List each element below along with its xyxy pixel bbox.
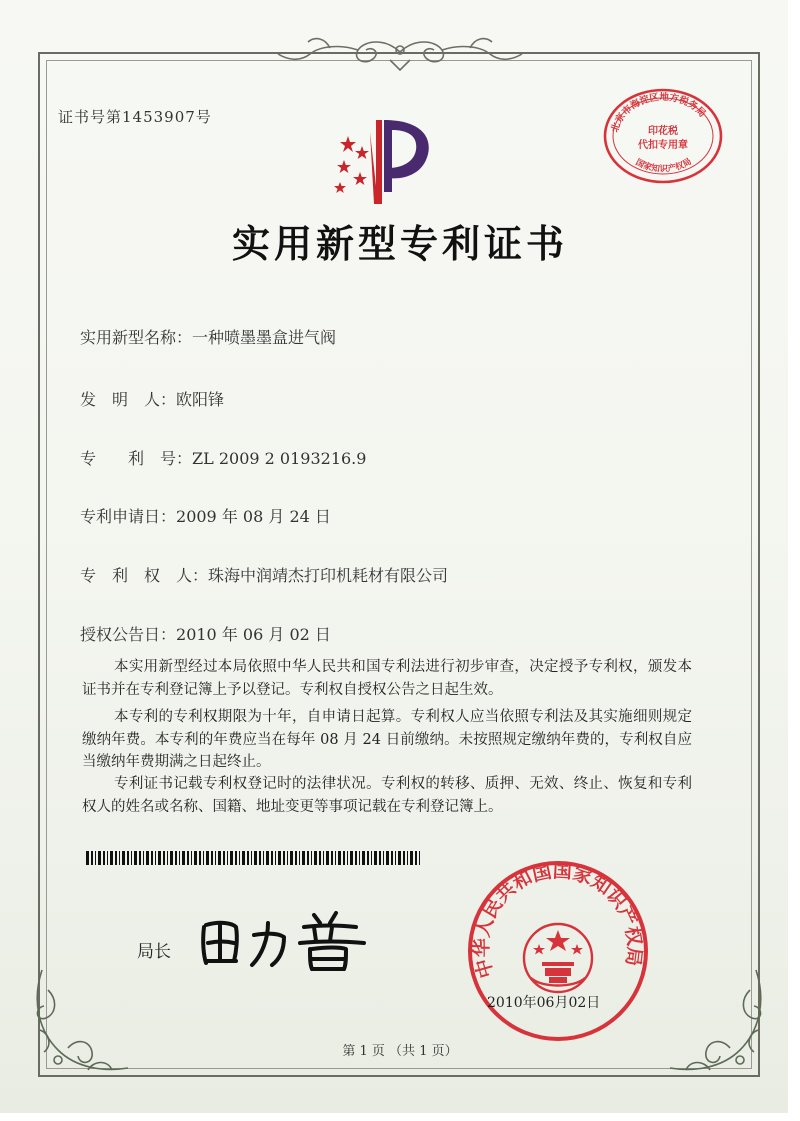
barcode-bar [242, 851, 245, 865]
tax-seal [601, 86, 725, 190]
barcode-bar [335, 851, 336, 865]
barcode-bar [415, 851, 417, 865]
barcode-bar [379, 851, 381, 865]
barcode-bar [295, 851, 297, 865]
sipo-seal [465, 858, 651, 1048]
barcode-bar [175, 851, 177, 865]
barcode-bar [275, 851, 276, 865]
barcode-bar [86, 851, 89, 865]
barcode-bar [179, 851, 180, 865]
barcode-bar [182, 851, 185, 865]
barcode-bar [115, 851, 117, 865]
patentee-label: 专 利 权 人： [80, 566, 209, 585]
grant-date-label: 授权公告日： [80, 625, 177, 644]
barcode-bar [299, 851, 300, 865]
page-indicator: 第 1 页 （共 1 页） [342, 1044, 458, 1059]
inventor-row [80, 387, 224, 410]
bottom-right-ornament [660, 960, 770, 1090]
barcode-bar [407, 851, 408, 865]
barcode-bar [391, 851, 393, 865]
barcode-bar [227, 851, 228, 865]
body-paragraph-1: 本实用新型经过本局依照中华人民共和国专利法进行初步审查，决定授予专利权，颁发本证书并在专利登记簿上予以登记。专利权自授权公告之日起生效。 [82, 659, 692, 698]
barcode-bar [211, 851, 213, 865]
barcode-bar [155, 851, 156, 865]
grant-date-row [80, 622, 331, 645]
barcode-bar [91, 851, 93, 865]
barcode-bar [278, 851, 281, 865]
barcode-bar [158, 851, 161, 865]
sipo-seal-text: 中华人民共和国国家知识产权局 [470, 860, 646, 981]
certificate-number: 证书号第1453907号 [58, 108, 212, 126]
seal-date: 2010年06月02日 [487, 995, 601, 1011]
barcode-bar [215, 851, 216, 865]
barcode-bar [259, 851, 261, 865]
barcode-bar [235, 851, 237, 865]
barcode-bar [167, 851, 168, 865]
body-paragraph-2: 本专利的专利权期限为十年，自申请日起算。专利权人应当依照专利法及其实施细则规定缴纳年费。本专利的年费应当在每年 08 月 24 日前缴纳。未按照规定缴纳年费的，专利权自应当缴纳年费期满之日起终止。 [82, 709, 692, 770]
barcode-bar [403, 851, 405, 865]
barcode-bar [271, 851, 273, 865]
barcode-bar [146, 851, 149, 865]
barcode-bar [314, 851, 317, 865]
barcode-bar [194, 851, 197, 865]
director-label: 局长 [137, 942, 171, 962]
patent-number-value: ZL 2009 2 0193216.9 [192, 449, 367, 468]
barcode-bar [199, 851, 201, 865]
certificate-title: 实用新型专利证书 [231, 221, 568, 266]
utility-name-row [80, 325, 336, 348]
barcode-bar [239, 851, 240, 865]
filing-date-label: 专利申请日： [80, 507, 177, 526]
barcode-bar [283, 851, 285, 865]
bottom-left-ornament [28, 960, 138, 1090]
tax-seal-center-line1: 印花税 [648, 126, 678, 137]
body-paragraph-3: 专利证书记载专利权登记时的法律状况。专利权的转移、质押、无效、终止、恢复和专利权人的姓名或名称、国籍、地址变更等事项记载在专利登记簿上。 [82, 776, 692, 815]
barcode-bar [347, 851, 348, 865]
barcode-bar [302, 851, 305, 865]
tax-seal-bottom-text: 国家知识产权局 [633, 156, 694, 175]
barcode-bar [127, 851, 129, 865]
barcode-bar [163, 851, 165, 865]
barcode-bar [251, 851, 252, 865]
barcode-bar [134, 851, 137, 865]
barcode-bar [323, 851, 324, 865]
barcode-bar [307, 851, 309, 865]
barcode-bar [263, 851, 264, 865]
barcode-bar [359, 851, 360, 865]
barcode-bar [290, 851, 293, 865]
grant-date-value: 2010 年 06 月 02 日 [176, 625, 331, 644]
scan-edge-bottom [0, 1113, 800, 1121]
barcode-bar [247, 851, 249, 865]
barcode-bar [338, 851, 341, 865]
barcode-bar [319, 851, 321, 865]
barcode-bar [386, 851, 389, 865]
barcode-bar [362, 851, 365, 865]
svg-text:国家知识产权局 [634, 157, 694, 175]
barcode-bar [326, 851, 329, 865]
utility-name-label: 实用新型名称： [80, 328, 193, 347]
barcode-bar [410, 851, 413, 865]
barcode-bar [103, 851, 105, 865]
barcode-bar [371, 851, 372, 865]
barcode-bar [139, 851, 141, 865]
filing-date-value: 2009 年 08 月 24 日 [176, 507, 331, 526]
inventor-label: 发 明 人： [80, 390, 177, 409]
barcode-bar [287, 851, 288, 865]
filing-date-row [80, 504, 331, 527]
barcode-bar [122, 851, 125, 865]
barcode-bar [206, 851, 209, 865]
barcode-bar [191, 851, 192, 865]
barcode-bar [374, 851, 377, 865]
patent-number-label: 专 利 号： [80, 449, 193, 468]
barcode-bar [131, 851, 132, 865]
barcode-bar [367, 851, 369, 865]
barcode-bar [170, 851, 173, 865]
barcode-bar [203, 851, 204, 865]
tax-seal-ring-text: 北京市海淀区地方税务局 [609, 91, 708, 134]
patent-office-emblem [326, 112, 446, 212]
barcode-bar [95, 851, 96, 865]
barcode [86, 850, 422, 864]
patent-number-row [80, 446, 366, 469]
scan-edge-right [788, 0, 800, 1121]
barcode-bar [223, 851, 225, 865]
barcode-bar [110, 851, 113, 865]
barcode-bar [143, 851, 144, 865]
barcode-bar [187, 851, 189, 865]
tax-seal-center-line2: 代扣专用章 [638, 140, 688, 151]
barcode-bar [398, 851, 401, 865]
barcode-bar [230, 851, 233, 865]
patentee-row [80, 563, 448, 586]
director-signature [196, 905, 376, 979]
barcode-bar [266, 851, 269, 865]
barcode-bar [119, 851, 120, 865]
barcode-bar [395, 851, 396, 865]
patentee-value: 珠海中润靖杰打印机耗材有限公司 [208, 566, 449, 585]
inventor-value: 欧阳锋 [176, 390, 225, 409]
barcode-bar [107, 851, 108, 865]
barcode-bar [331, 851, 333, 865]
utility-name-value: 一种喷墨墨盒进气阀 [192, 328, 337, 347]
barcode-bar [419, 851, 420, 865]
barcode-bar [355, 851, 357, 865]
barcode-bar [350, 851, 353, 865]
barcode-bar [254, 851, 257, 865]
barcode-bar [343, 851, 345, 865]
barcode-bar [311, 851, 312, 865]
barcode-bar [151, 851, 153, 865]
barcode-bar [383, 851, 384, 865]
barcode-bar [218, 851, 221, 865]
barcode-bar [98, 851, 101, 865]
top-ornament [270, 30, 530, 78]
